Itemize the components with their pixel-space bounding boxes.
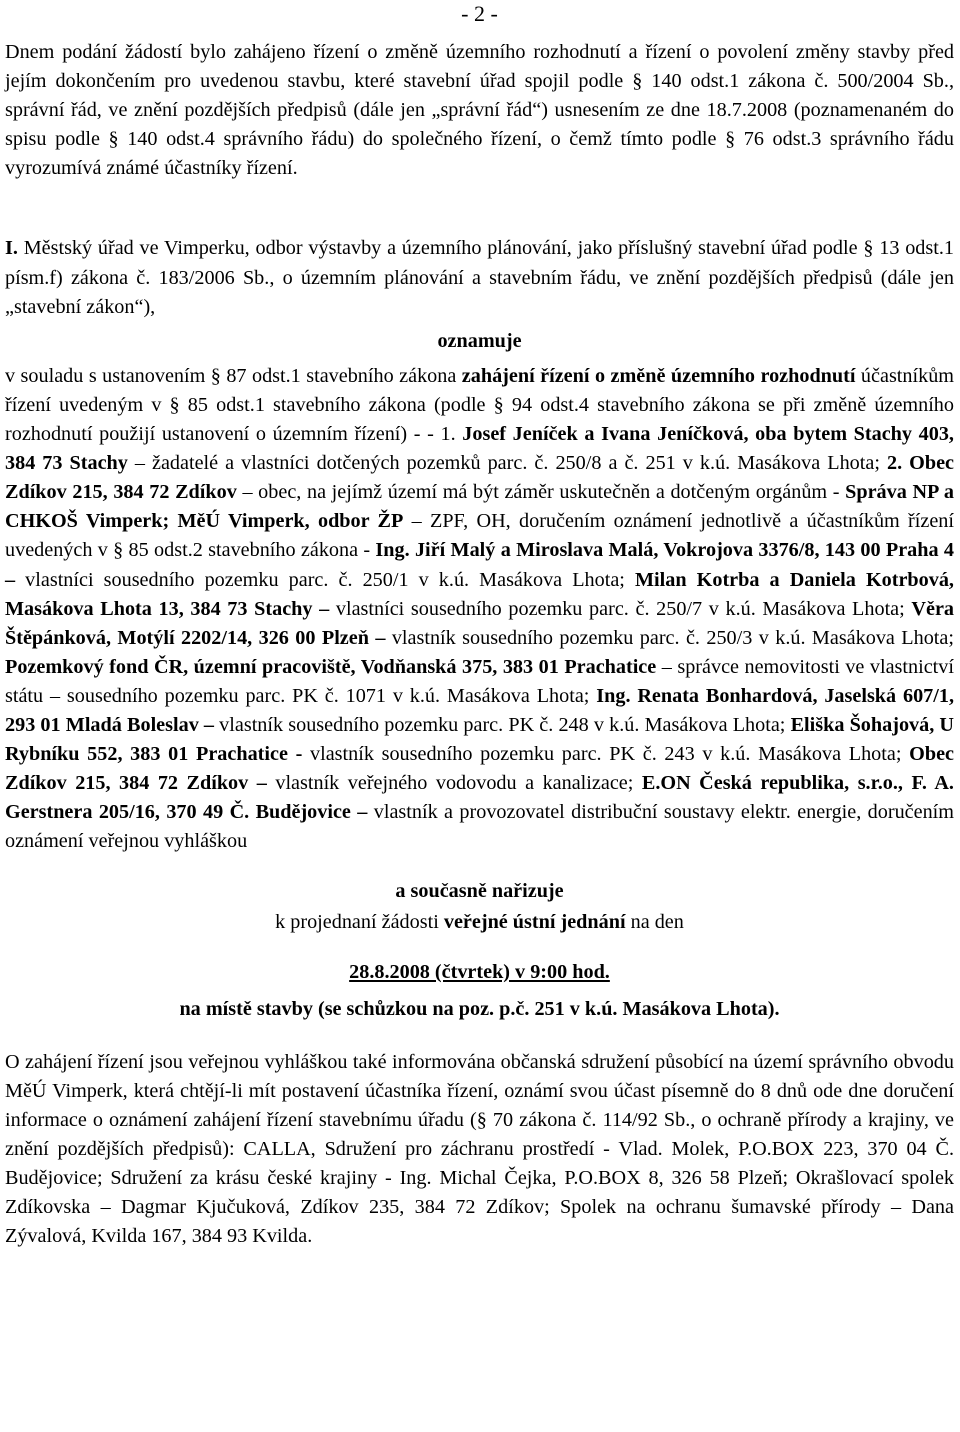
section-numeral: I.: [5, 237, 18, 260]
body-text: vlastník a provozovatel distribuční soustavy elektr. energie, doručením oznámení veřejnou vyhláškou: [5, 801, 954, 853]
body-text: vlastník veřejného vodovodu a kanalizace;: [266, 772, 642, 795]
authority-paragraph: [5, 234, 954, 321]
hearing-date: 28.8.2008 (čtvrtek) v 9:00 hod.: [349, 960, 610, 983]
body-text: v souladu s ustanovením § 87 odst.1 stavebního zákona: [5, 364, 462, 387]
body-text: vlastník sousedního pozemku parc. č. 250/3 v k.ú. Masákova Lhota;: [385, 626, 954, 649]
body-text: – obec, na jejímž území má být záměr uskutečněn a dotčeným orgánům -: [236, 481, 846, 504]
body-text: – žadatelé a vlastníci dotčených pozemků parc. č. 250/8 a č. 251 v k.ú. Masákova Lhota;: [127, 452, 887, 475]
body-text: vlastníci sousedního pozemku parc. č. 250/7 v k.ú. Masákova Lhota;: [329, 597, 912, 620]
body-bold: 2. Obec Zdíkov 215, 384 72 Zdíkov: [5, 452, 954, 504]
body-bold: Ing. Jiří Malý a Miroslava Malá, Vokrojova 3376/8, 143 00 Praha 4 –: [5, 539, 954, 591]
body-bold: Milan Kotrba a Daniela Kotrbová, Masákova Lhota 13, 384 73 Stachy –: [5, 568, 954, 620]
body-text: – správce nemovitosti ve vlastnictví státu – sousedního pozemku parc. PK č. 1071 v k.ú. Masákova Lhota;: [5, 655, 954, 707]
associations-paragraph: O zahájení řízení jsou veřejnou vyhláškou také informována občanská sdružení působící na území správního obvodu MěÚ Vimperk, která chtějí-li mít postavení účastníka řízení, oznámí svou účast písemně do 8 dnů ode dne doručení informace o oznámení zahájení řízení stavebnímu úřadu (§ 70 zákona č. 114/92 Sb., o ochraně přírody a krajiny, ve znění pozdějších předpisů): CALLA, Sdružení pro záchranu prostředí - Vlad. Molek, P.O.BOX 223, 370 04 Č. Budějovice; Sdružení za krásu české krajiny - Ing. Michal Čejka, P.O.BOX 8, 326 58 Plzeň; Okrašlovací spolek Zdíkovska – Dagmar Kjučuková, Zdíkov 235, 384 72 Zdíkov; Spolek na ochranu šumavské přírody – Dana Zývalová, Kvilda 167, 384 93 Kvilda.: [5, 1050, 954, 1248]
body-bold: Obec Zdíkov 215, 384 72 Zdíkov –: [5, 743, 954, 795]
hearing-line: [5, 908, 954, 937]
body-bold: Eliška Šohajová, U Rybníku 552, 383 01 Prachatice -: [5, 713, 954, 766]
body-text: účastníkům řízení uvedeným v § 85 odst.1 stavebního zákona (podle § 94 odst.4 stavebního zákona se při změně územního rozhodnutí použijí ustanovení o územním řízení) - - 1.: [5, 364, 955, 446]
page-number: - 2 -: [461, 1, 498, 26]
body-bold: Josef Jeníček a Ivana Jeníčková, oba bytem Stachy 403, 384 73 Stachy: [5, 423, 954, 475]
hearing-pre: k projednaní žádosti: [275, 910, 444, 933]
narizuje-heading: a současně nařizuje: [395, 880, 564, 903]
body-bold: E.ON Česká republika, s.r.o., F. A. Gerstnera 205/16, 370 49 Č. Budějovice –: [5, 772, 954, 824]
intro-paragraph: Dnem podání žádostí bylo zahájeno řízení o změně územního rozhodnutí a řízení o povolení změny stavby před jejím dokončením pro uvedenou stavbu, které stavební úřad spojil podle § 140 odst.1 zákona č. 500/2004 Sb., správní řád, ve znění pozdějších předpisů (dále jen „správní řád“) usnesením ze dne 18.7.2008 (poznamenaném do spisu podle § 140 odst.4 správního řádu) do společného řízení, o čemž tímto podle § 76 odst.3 správního řádu vyrozumívá známé účastníky řízení.: [5, 41, 954, 180]
body-bold: zahájení řízení o změně územního rozhodnutí: [461, 364, 856, 387]
hearing-place: na místě stavby (se schůzkou na poz. p.č. 251 v k.ú. Masákova Lhota).: [179, 997, 780, 1020]
oznamuje-heading: oznamuje: [437, 329, 522, 352]
body-bold: Správa NP a CHKOŠ Vimperk; MěÚ Vimperk, odbor ŽP: [5, 481, 954, 533]
body-bold: Ing. Renata Bonhardová, Jaselská 607/1, 293 01 Mladá Boleslav –: [5, 684, 955, 736]
hearing-bold: veřejné ústní jednání: [443, 910, 626, 933]
body-text: vlastník sousedního pozemku parc. PK č. 248 v k.ú. Masákova Lhota;: [214, 713, 791, 736]
hearing-post: na den: [625, 910, 684, 933]
body-text: vlastníci sousedního pozemku parc. č. 250/1 v k.ú. Masákova Lhota;: [15, 568, 635, 591]
participants-paragraph: [5, 362, 954, 857]
authority-text: Městský úřad ve Vimperku, odbor výstavby a územního plánování, jako příslušný stavební úřad podle § 13 odst.1 písm.f) zákona č. 183/2006 Sb., o územním plánování a stavebním řádu, ve znění pozdějších předpisů (dále jen „stavební zákon“),: [5, 237, 954, 318]
body-text: – ZPF, OH, doručením oznámení jednotlivě a účastníkům řízení uvedených v § 85 odst.2 stavebního zákona -: [5, 510, 954, 562]
body-bold: Věra Štěpánková, Motýlí 2202/14, 326 00 Plzeň –: [5, 597, 954, 649]
body-bold: Pozemkový fond ČR, územní pracoviště, Vodňanská 375, 383 01 Prachatice: [5, 655, 657, 678]
body-text: vlastník sousedního pozemku parc. PK č. 243 v k.ú. Masákova Lhota;: [302, 743, 910, 766]
